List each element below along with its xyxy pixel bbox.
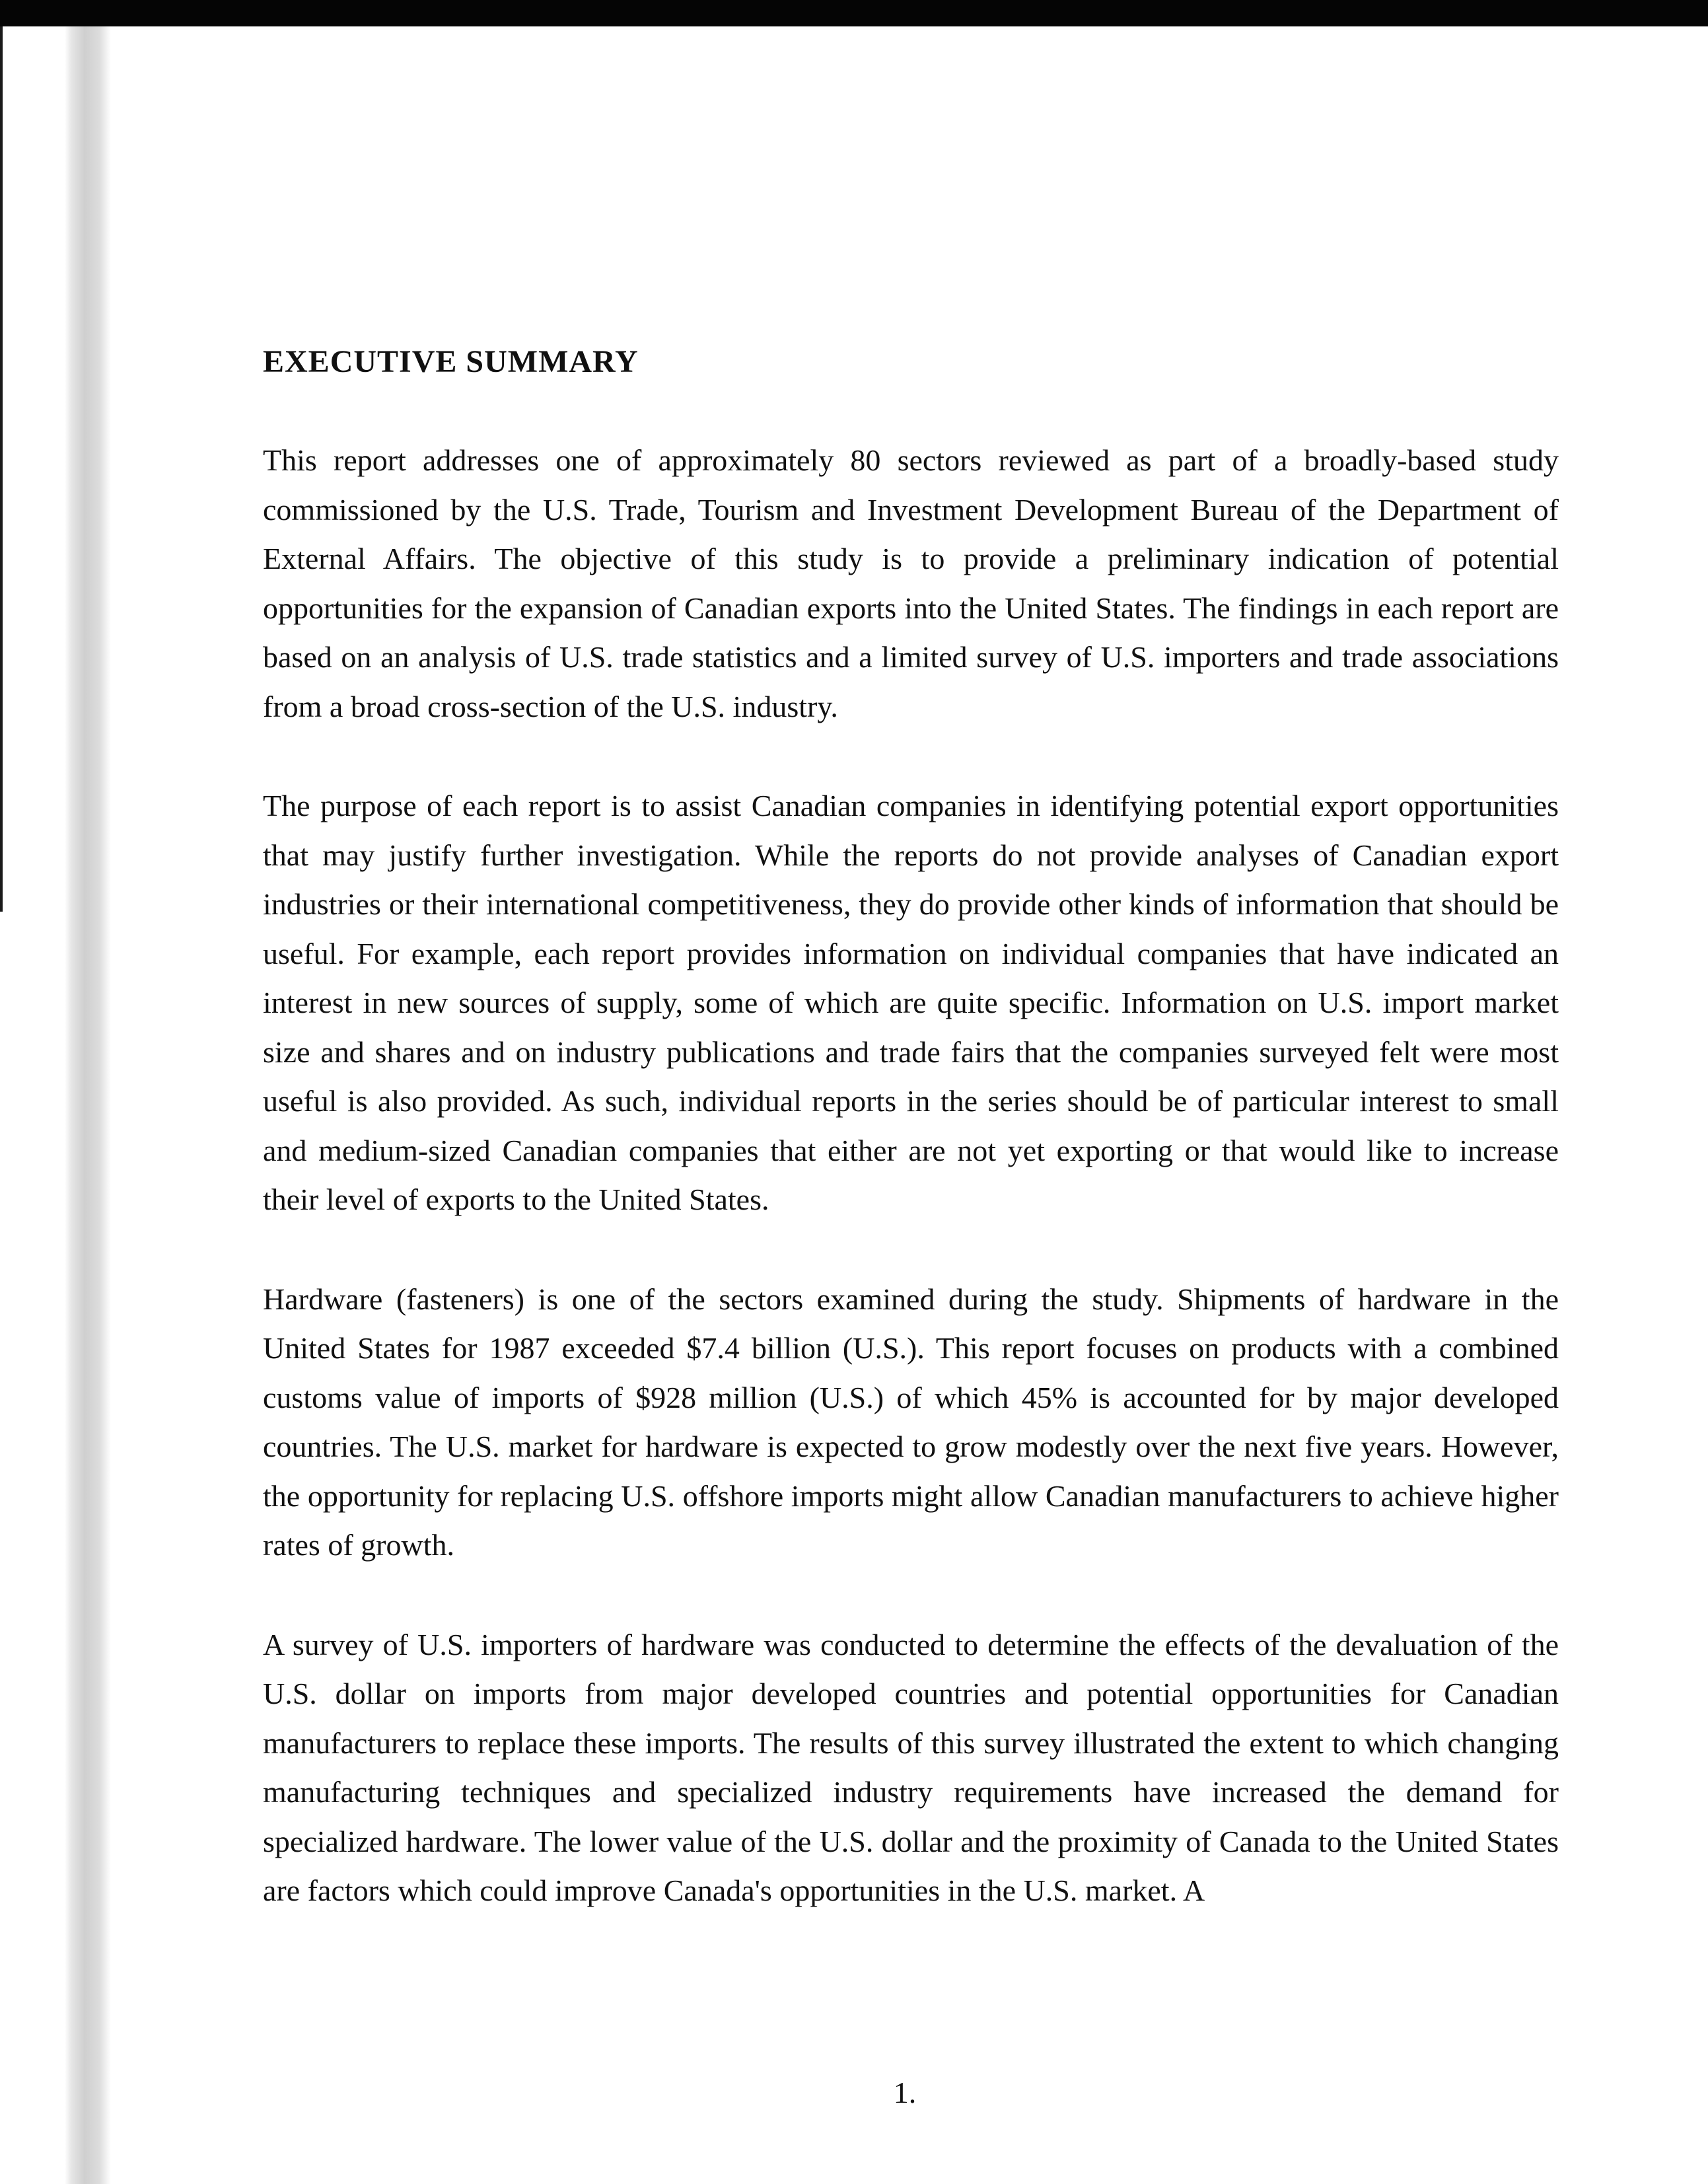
page-number: 1.: [893, 2076, 917, 2109]
document-body: [263, 342, 1559, 1916]
scan-binding-edge: [0, 26, 111, 2184]
scan-top-border: [0, 0, 1708, 26]
paragraph-hardware-sector: Hardware (fasteners) is one of the sectors examined during the study. Shipments of hardware in the United States for 1987 exceeded $7.4 billion (U.S.). This report focuses on products with a combined customs value of imports of $928 million (U.S.) of which 45% is accounted for by major developed countries. The U.S. market for hardware is expected to grow modestly over the next five years. However, the opportunity for replacing U.S. offshore imports might allow Canadian manufacturers to achieve higher rates of growth.: [263, 1282, 1559, 1562]
scan-edge-line: [0, 26, 3, 912]
paragraph-importer-survey: A survey of U.S. importers of hardware was conducted to determine the effects of the devaluation of the U.S. dollar on imports from major developed countries and potential opportunities for Canadian manufacturers to replace these imports. The results of this survey illustrated the extent to which changing manufacturing techniques and specialized industry requirements have increased the demand for specialized hardware. The lower value of the U.S. dollar and the proximity of Canada to the United States are factors which could improve Canada's opportunities in the U.S. market. A: [263, 1627, 1559, 1907]
paragraph-study-overview: This report addresses one of approximately 80 sectors reviewed as part of a broadly-based study commissioned by the U.S. Trade, Tourism and Investment Development Bureau of the Department of External Affairs. The objective of this study is to provide a preliminary indication of potential opportunities for the expansion of Canadian exports into the United States. The findings in each report are based on an analysis of U.S. trade statistics and a limited survey of U.S. importers and trade associations from a broad cross-section of the U.S. industry.: [263, 443, 1559, 723]
section-heading: EXECUTIVE SUMMARY: [263, 344, 639, 379]
paragraph-report-purpose: The purpose of each report is to assist Canadian companies in identifying potential export opportunities that may justify further investigation. While the reports do not provide analyses of Canadian export industries or their international competitiveness, they do provide other kinds of information that should be useful. For example, each report provides information on individual companies that have indicated an interest in new sources of supply, some of which are quite specific. Information on U.S. import market size and shares and on industry publications and trade fairs that the companies surveyed felt were most useful is also provided. As such, individual reports in the series should be of particular interest to small and medium-sized Canadian companies that either are not yet exporting or that would like to increase their level of exports to the United States.: [263, 789, 1559, 1216]
